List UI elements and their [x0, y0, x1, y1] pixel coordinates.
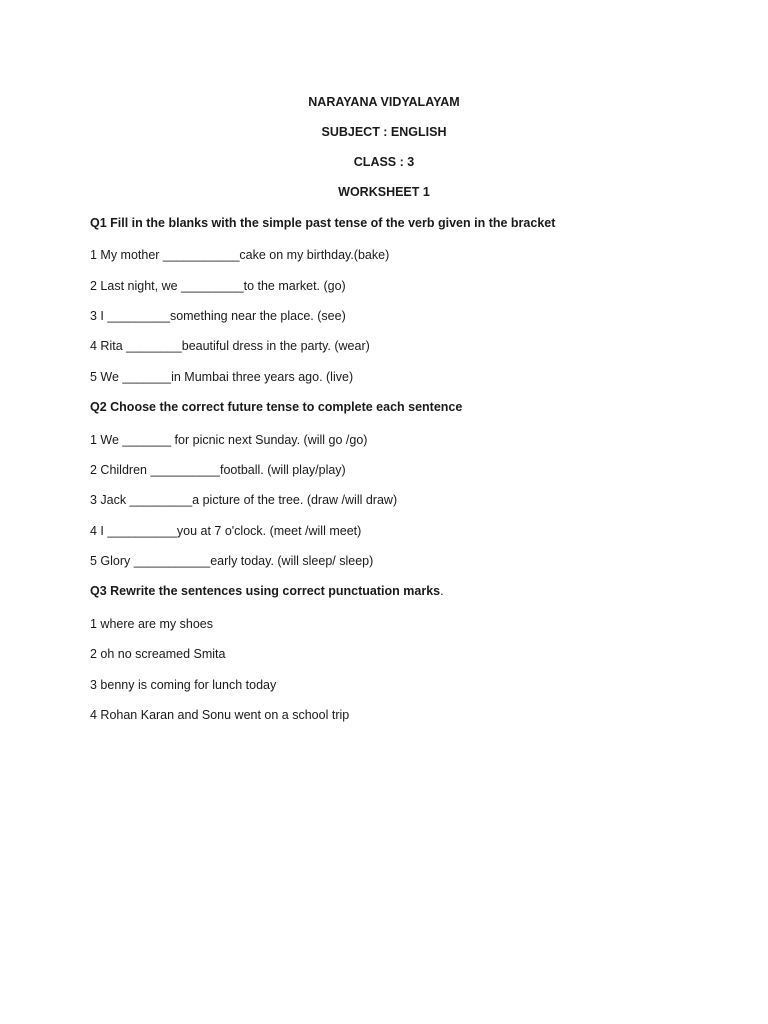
worksheet-title: WORKSHEET 1 — [338, 185, 430, 199]
q1-item: 4 Rita ________beautiful dress in the party. (wear) — [90, 339, 370, 353]
class-line: CLASS : 3 — [353, 155, 415, 169]
q3-item: 3 benny is coming for lunch today — [90, 678, 277, 692]
subject-line: SUBJECT : ENGLISH — [321, 125, 447, 139]
q3-item: 1 where are my shoes — [90, 617, 213, 631]
q3-heading-text: Q3 Rewrite the sentences using correct punctuation marks — [90, 584, 441, 598]
q1-heading: Q1 Fill in the blanks with the simple past tense of the verb given in the bracket — [90, 216, 556, 230]
q3-item: 4 Rohan Karan and Sonu went on a school trip — [90, 708, 350, 722]
q2-item: 5 Glory ___________early today. (will sleep/ sleep) — [90, 554, 374, 568]
q1-item: 5 We _______in Mumbai three years ago. (live) — [90, 370, 354, 384]
q2-item: 3 Jack _________a picture of the tree. (draw /will draw) — [90, 493, 398, 507]
q1-item: 2 Last night, we _________to the market. (go) — [90, 279, 346, 293]
q2-heading: Q2 Choose the correct future tense to complete each sentence — [90, 400, 463, 414]
q1-item: 3 I _________something near the place. (see) — [90, 309, 346, 323]
q3-item: 2 oh no screamed Smita — [90, 647, 226, 661]
q2-item: 2 Children __________football. (will play/play) — [90, 463, 346, 477]
q2-item: 1 We _______ for picnic next Sunday. (will go /go) — [90, 433, 368, 447]
q3-heading — [90, 583, 444, 599]
q3-heading-period: . — [440, 584, 444, 598]
q2-item: 4 I __________you at 7 o'clock. (meet /will meet) — [90, 524, 362, 538]
school-name: NARAYANA VIDYALAYAM — [308, 95, 460, 109]
q1-item: 1 My mother ___________cake on my birthday.(bake) — [90, 248, 390, 262]
